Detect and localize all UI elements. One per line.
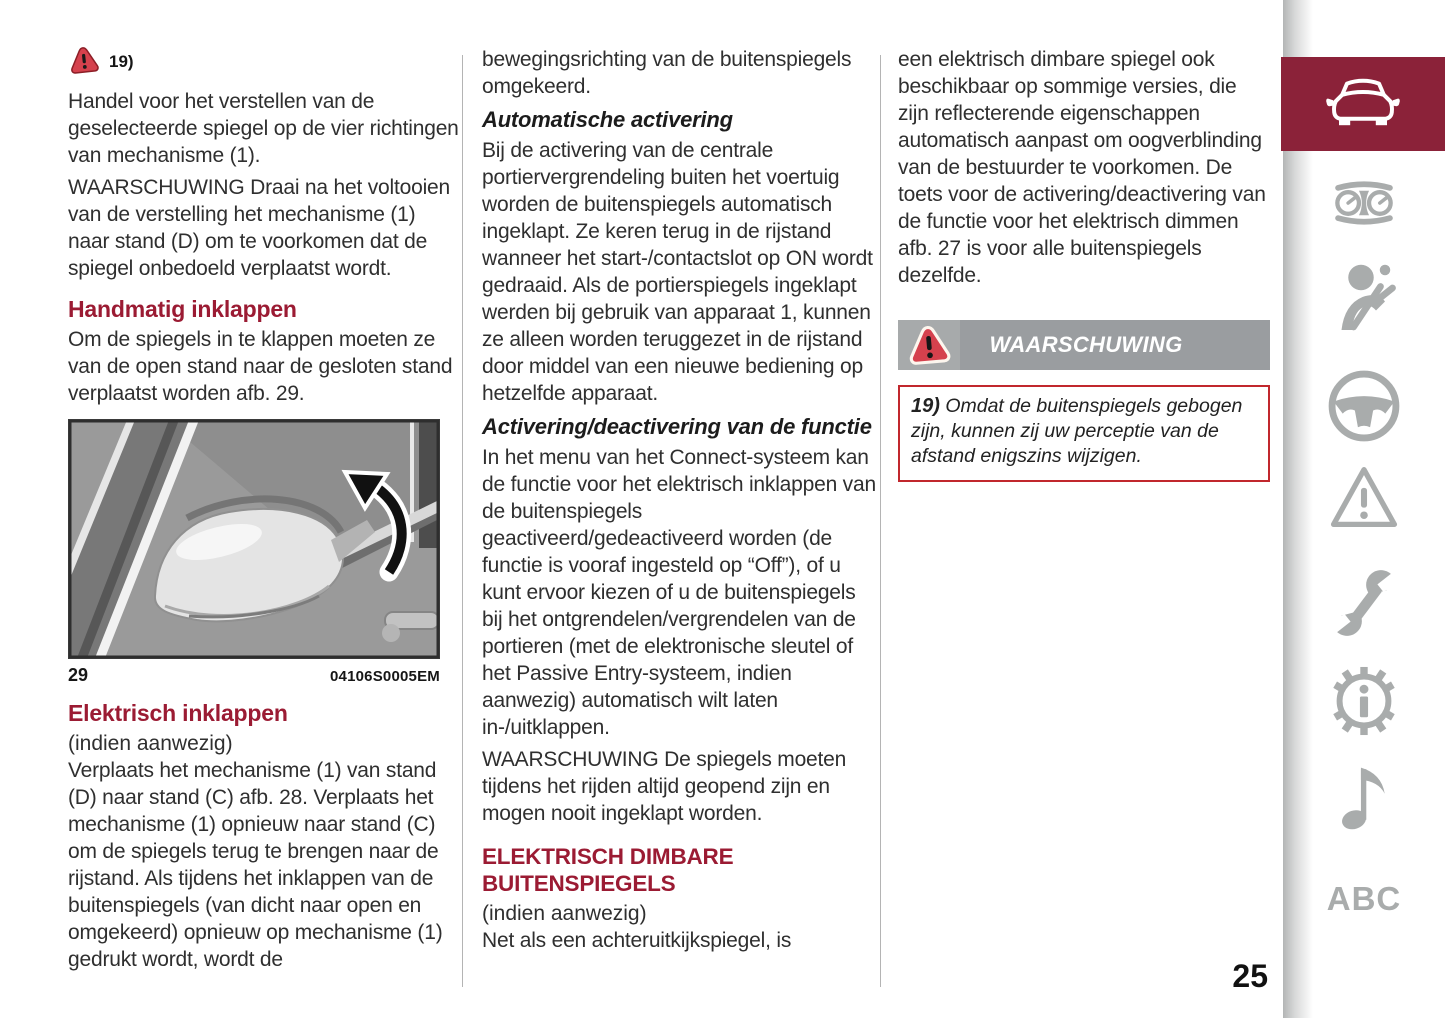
footnote-number: 19) — [911, 395, 940, 417]
column-divider — [462, 55, 463, 987]
section-heading-manual-fold: Handmatig inklappen — [68, 296, 297, 322]
page-number: 25 — [1232, 958, 1268, 994]
left-column — [68, 46, 462, 973]
info-gear-icon — [1327, 662, 1401, 745]
sidebar-tab-emergency[interactable] — [1316, 462, 1412, 537]
footnote-19-box — [898, 385, 1270, 482]
paragraph: WAARSCHUWING De spiegels moeten tijdens het rijden altijd geopend zijn en mogen nooit ingeklapt worden. — [482, 748, 847, 825]
steering-wheel-icon — [1326, 368, 1402, 449]
footnote-text: Omdat de buitenspiegels gebogen zijn, kunnen zij uw perceptie van de afstand enigszins wijzigen. — [911, 395, 1243, 467]
paragraph: Net als een achteruitkijkspiegel, is — [482, 929, 792, 952]
figure-number: 29 — [68, 665, 89, 685]
subheading-automatic-activation: Automatische activering — [482, 107, 733, 132]
chapter-sidebar — [1283, 0, 1445, 1018]
car-icon — [1323, 73, 1403, 136]
paragraph: In het menu van het Connect-systeem kan de functie voor het elektrisch inklappen van de buitenspiegels geactiveerd/gedeactiveerd worden (de functie is vooraf ingesteld op “Off”), of u kunt ervoor kiezen of u de buitenspiegels bij het ontgrendelen/vergrendelen van de portieren (met de elektronische sleutel of het Passive Entry-systeem, indien aanwezig) automatisch wilt laten in-/uitklappen. — [482, 446, 876, 739]
warning-banner — [898, 320, 1270, 370]
sidebar-tab-multimedia[interactable] — [1316, 760, 1412, 837]
abc-index-label: ABC — [1326, 880, 1402, 917]
warning-triangle-icon — [898, 320, 960, 370]
availability-note: (indien aanwezig) — [68, 732, 233, 755]
paragraph: Handel voor het verstellen van de geselecteerde spiegel op de vier richtingen van mechanisme (1). — [68, 90, 459, 167]
section-heading-dimming-mirrors: ELEKTRISCH DIMBARE BUITENSPIEGELS — [482, 844, 734, 896]
instrument-cluster-icon — [1328, 178, 1400, 233]
music-note-icon — [1337, 760, 1391, 837]
availability-note: (indien aanwezig) — [482, 902, 647, 925]
sidebar-tab-vehicle[interactable] — [1281, 57, 1445, 151]
warning-triangle-icon — [68, 45, 100, 80]
right-column — [898, 46, 1270, 482]
subheading-activation-deactivation: Activering/deactivering van de functie — [482, 414, 872, 439]
paragraph: Verplaats het mechanisme (1) van stand (D) naar stand (C) afb. 28. Verplaats het mechanisme (1) opnieuw naar stand (C) om de spiegels terug te brengen naar de rijstand. Als tijdens het inklappen van de buitenspiegels (van dicht naar open en omgekeerd) opnieuw op mechanisme (1) gedrukt wordt, wordt de — [68, 759, 443, 971]
sidebar-tab-driving[interactable] — [1316, 368, 1412, 449]
sidebar-tab-dashboard[interactable] — [1316, 178, 1412, 233]
paragraph: Om de spiegels in te klappen moeten ze van de open stand naar de gesloten stand verplaatst worden afb. 29. — [68, 328, 453, 405]
paragraph: een elektrisch dimbare spiegel ook beschikbaar op sommige versies, die zijn reflecterende eigenschappen automatisch aanpast om oogverblinding van de bestuurder te voorkomen. De toets voor de activering/deactivering van de functie voor het elektrisch dimmen afb. 27 is voor alle buitenspiegels dezelfde. — [898, 48, 1266, 287]
section-heading-electric-fold: Elektrisch inklappen — [68, 700, 288, 726]
paragraph: WAARSCHUWING Draai na het voltooien van de verstelling het mechanisme (1) naar stand (D) om te voorkomen dat de spiegel onbedoeld verplaatst wordt. — [68, 176, 451, 280]
figure-caption — [68, 665, 440, 686]
sidebar-tab-index[interactable] — [1316, 880, 1412, 918]
warning-banner-title: WAARSCHUWING — [989, 332, 1183, 357]
footnote-number: 19) — [109, 52, 134, 71]
column-divider — [880, 55, 881, 987]
figure-mirror-fold — [68, 419, 440, 686]
airbag-icon — [1331, 258, 1397, 341]
page-spine-shadow — [1283, 0, 1313, 1018]
mirror-photo-illustration — [68, 419, 440, 659]
figure-code: 04106S0005EM — [330, 668, 440, 685]
paragraph: Bij de activering van de centrale portiervergrendeling buiten het voertuig worden de buitenspiegels automatisch ingeklapt. Ze keren terug in de rijstand wanneer het start-/contactslot op ON wordt gedraaid. Als de portierspiegels ingeklapt werden bij gebruik van apparaat 1, kunnen ze alleen worden teruggezet in de rijstand door middel van een nieuwe bediening op hetzelfde apparaat. — [482, 139, 873, 405]
sidebar-tab-safety[interactable] — [1316, 258, 1412, 341]
paragraph: bewegingsrichting van de buitenspiegels omgekeerd. — [482, 48, 852, 98]
footnote-reference — [68, 46, 462, 78]
warning-triangle-icon — [1326, 462, 1402, 537]
middle-column — [482, 46, 880, 954]
sidebar-tab-maintenance[interactable] — [1316, 562, 1412, 649]
sidebar-tab-technical-info[interactable] — [1316, 662, 1412, 745]
wrench-icon — [1328, 562, 1400, 649]
